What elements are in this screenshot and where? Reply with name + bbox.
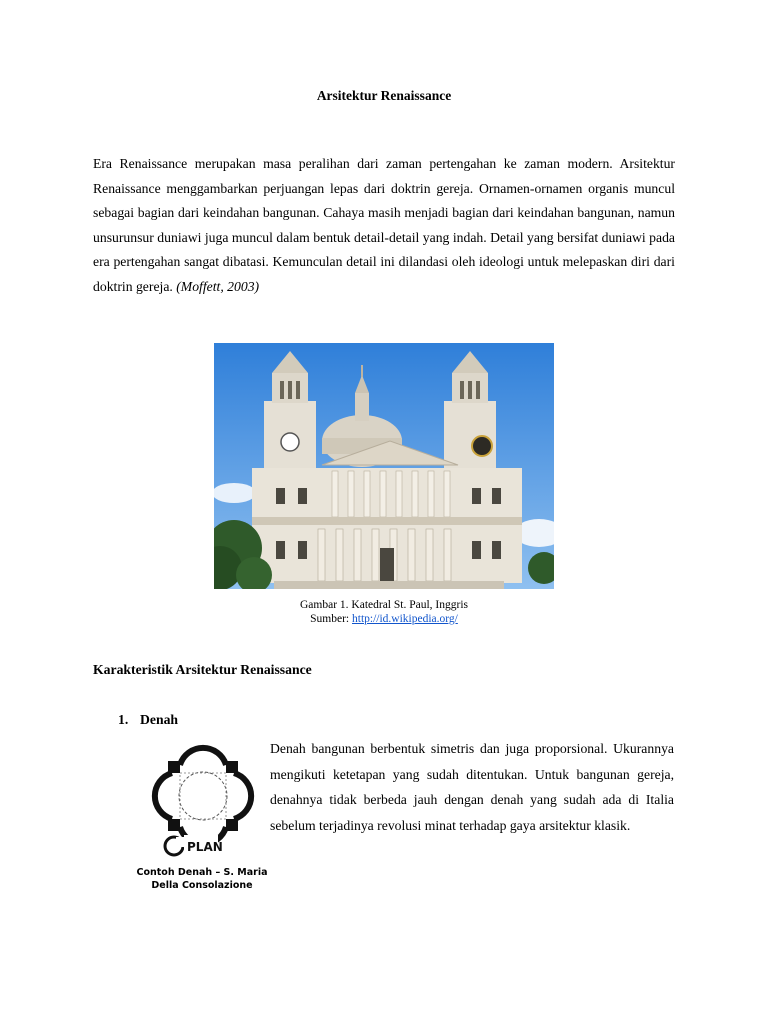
intro-text: Era Renaissance merupakan masa peralihan dari zaman pertengahan ke zaman modern. Arsitektur Renaissance menggambarkan perjuangan lepas dari doktrin gereja. Ornamen-ornamen organis muncul sebagai bagian dari keindahan bangunan. Cahaya masih menjadi bagian dari keindahan bangunan, namun unsurunsur duniawi juga muncul dalam bentuk detail-detail yang indah. Detail yang bersifat duniawi pada era pertengahan sangat dibatasi. Kemunculan detail ini dilandasi oleh ideologi untuk melepaskan diri dari doktrin gereja. xyxy=(93,156,675,294)
section-heading: Karakteristik Arsitektur Renaissance xyxy=(93,662,312,677)
st-pauls-cathedral-photo xyxy=(214,343,554,589)
figure-source-label: Sumber: xyxy=(310,613,350,625)
floor-plan-caption-line1: Contoh Denah – S. Maria xyxy=(136,867,268,878)
figure-caption xyxy=(0,598,768,626)
figure-source xyxy=(0,612,768,626)
item-heading-denah xyxy=(118,712,178,728)
item-heading-label: Denah xyxy=(140,712,179,727)
item-number: 1. xyxy=(118,712,129,727)
floor-plan-caption xyxy=(122,866,282,892)
floor-plan-image xyxy=(140,735,265,860)
intro-citation: (Moffett, 2003) xyxy=(176,278,260,294)
figure-source-link[interactable]: http://id.wikipedia.org/ xyxy=(352,613,458,625)
document-title: Arsitektur Renaissance xyxy=(316,88,452,103)
floor-plan-caption-line2: Della Consolazione xyxy=(151,880,253,891)
denah-paragraph: Denah bangunan berbentuk simetris dan juga proporsional. Ukurannya mengikuti ketetapan yang sudah ditentukan. Untuk bangunan gereja, denahnya tidak berbeda jauh dengan denah yang sudah ada di Italia sebelum terjadinya revolusi minat terhadap gaya arsitektur klasik. xyxy=(270,741,674,833)
intro-paragraph xyxy=(93,152,675,299)
figure-caption-title: Gambar 1. Katedral St. Paul, Inggris xyxy=(300,599,468,611)
plan-label: PLAN xyxy=(187,840,223,854)
